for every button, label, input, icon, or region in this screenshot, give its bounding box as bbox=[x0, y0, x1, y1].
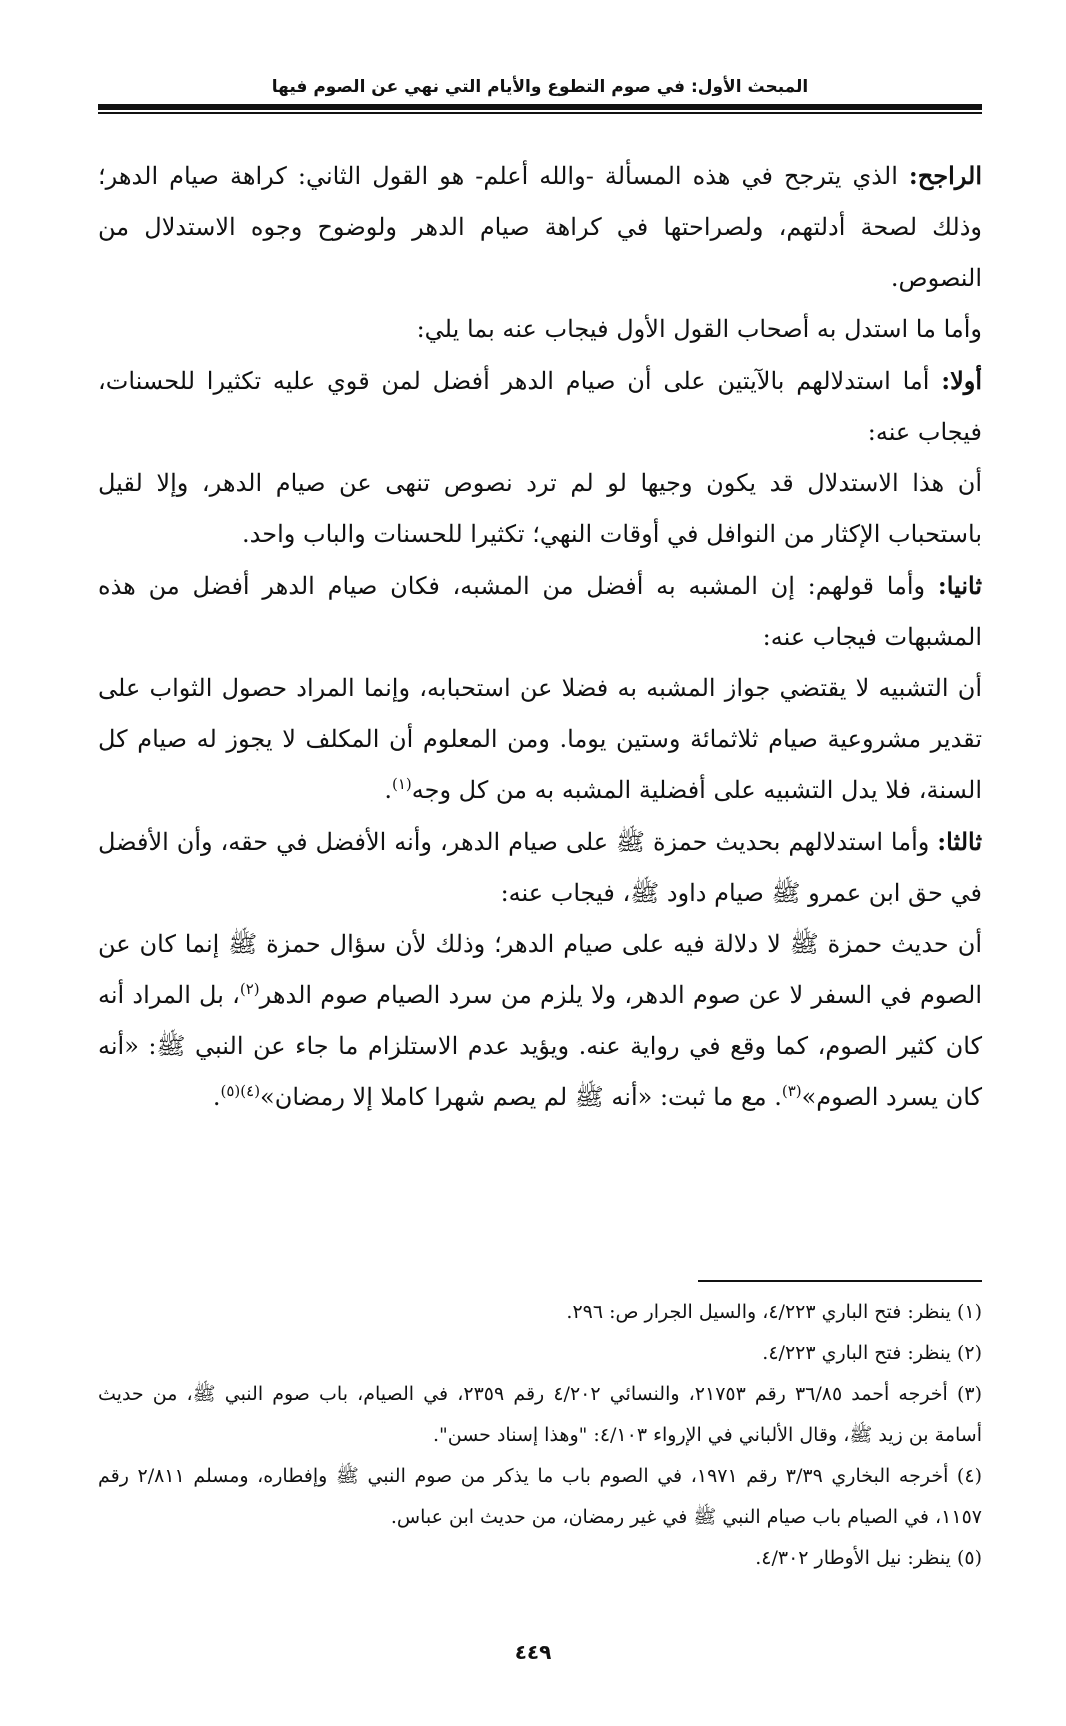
footnote-5: (٥) ينظر: نيل الأوطار ٤/٣٠٢. bbox=[755, 1547, 982, 1569]
footnotes bbox=[98, 1292, 982, 1579]
paragraph-lead: ثالثا: bbox=[937, 827, 982, 856]
paragraph-text: وأما قولهم: إن المشبه به أفضل من المشبه، فكان صيام الدهر أفضل من هذه المشبهات فيجاب عنه: bbox=[98, 572, 982, 651]
running-header: المبحث الأول: في صوم التطوع والأيام التي نهي عن الصوم فيها bbox=[271, 77, 809, 97]
paragraph-second-answer bbox=[98, 663, 982, 816]
footnote-3: (٣) أخرجه أحمد ٣٦/٨٥ رقم ٢١٧٥٣، والنسائي ٤/٢٠٢ رقم ٢٣٥٩، في الصيام، باب صوم النبي ﷺ، من حديث أسامة بن زيد ﷺ، وقال الألباني في الإرواء ٤/١٠٣: "وهذا إسناد حسن". bbox=[98, 1383, 983, 1446]
paragraph-text: أن هذا الاستدلال قد يكون وجيها لو لم ترد نصوص تنهى عن صيام الدهر، وإلا لقيل باستحباب الإكثار من النوافل في أوقات النهي؛ تكثيرا للحسنات والباب واحد. bbox=[98, 469, 982, 548]
paragraph-first bbox=[98, 355, 982, 458]
footnote-ref[interactable]: (٤)(٥) bbox=[220, 1082, 261, 1100]
paragraph-reply-intro bbox=[98, 304, 982, 355]
paragraph-text: . bbox=[212, 1083, 221, 1111]
paragraph-text: وأما استدلالهم بحديث حمزة ﷺ على صيام الدهر، وأنه الأفضل في حقه، وأن الأفضل في حق ابن عمرو ﷺ صيام داود ﷺ، فيجاب عنه: bbox=[98, 828, 982, 907]
paragraph-preponderant bbox=[98, 150, 982, 304]
paragraph-second bbox=[98, 560, 982, 663]
footnote-1: (١) ينظر: فتح الباري ٤/٢٢٣، والسيل الجرار ص: ٢٩٦. bbox=[566, 1301, 982, 1323]
footnote-ref[interactable]: (١) bbox=[391, 775, 412, 793]
footnote-ref[interactable]: (٣) bbox=[781, 1082, 802, 1100]
paragraph-text: الذي يترجح في هذه المسألة -والله أعلم- هو القول الثاني: كراهة صيام الدهر؛ وذلك لصحة أدلتهم، ولصراحتها في كراهة صيام الدهر ولوضوح وجوه الاستدلال من النصوص. bbox=[98, 162, 982, 292]
paragraph-text: أما استدلالهم بالآيتين على أن صيام الدهر أفضل لمن قوي عليه تكثيرا للحسنات، فيجاب عنه: bbox=[98, 367, 982, 446]
footnote-separator bbox=[698, 1280, 982, 1282]
paragraph-first-answer bbox=[98, 458, 982, 560]
footnote-4: (٤) أخرجه البخاري ٣/٣٩ رقم ١٩٧١، في الصوم باب ما يذكر من صوم النبي ﷺ وإفطاره، ومسلم ٢/٨١١ رقم ١١٥٧، في الصيام باب صيام النبي ﷺ في غير رمضان، من حديث ابن عباس. bbox=[98, 1465, 982, 1528]
paragraph-lead: أولا: bbox=[941, 366, 983, 395]
main-text bbox=[98, 150, 982, 1123]
paragraph-text: ، بل المراد أنه كان كثير الصوم، كما وقع في رواية عنه. ويؤيد عدم الاستلزام ما جاء عن النبي ﷺ: «أنه كان يسرد الصوم» bbox=[98, 981, 982, 1111]
paragraph-third bbox=[98, 816, 982, 919]
paragraph-lead: ثانيا: bbox=[937, 571, 982, 600]
page-number: ٤٤٩ bbox=[514, 1640, 552, 1664]
paragraph-text: أن حديث حمزة ﷺ لا دلالة فيه على صيام الدهر؛ وذلك لأن سؤال حمزة ﷺ إنما كان عن الصوم في السفر لا عن صوم الدهر، ولا يلزم من سرد الصيام صوم الدهر bbox=[98, 930, 983, 1009]
paragraph-text: أن التشبيه لا يقتضي جواز المشبه به فضلا عن استحبابه، وإنما المراد حصول الثواب على تقدير مشروعية صيام ثلاثمائة وستين يوما. ومن المعلوم أن المكلف لا يجوز له صيام كل السنة، فلا يدل التشبيه على أفضلية المشبه به من كل وجه bbox=[98, 674, 983, 804]
paragraph-text: . bbox=[384, 776, 392, 804]
header-rule-thick bbox=[98, 104, 982, 110]
paragraph-text: وأما ما استدل به أصحاب القول الأول فيجاب عنه بما يلي: bbox=[416, 315, 982, 343]
footnote-2: (٢) ينظر: فتح الباري ٤/٢٢٣. bbox=[762, 1342, 982, 1364]
paragraph-third-answer bbox=[98, 919, 982, 1123]
footnote-ref[interactable]: (٢) bbox=[239, 980, 260, 998]
paragraph-lead: الراجح: bbox=[908, 161, 982, 190]
header-rule-thin bbox=[98, 112, 982, 114]
paragraph-text: . مع ما ثبت: «أنه ﷺ لم يصم شهرا كاملا إلا رمضان» bbox=[260, 1083, 782, 1111]
